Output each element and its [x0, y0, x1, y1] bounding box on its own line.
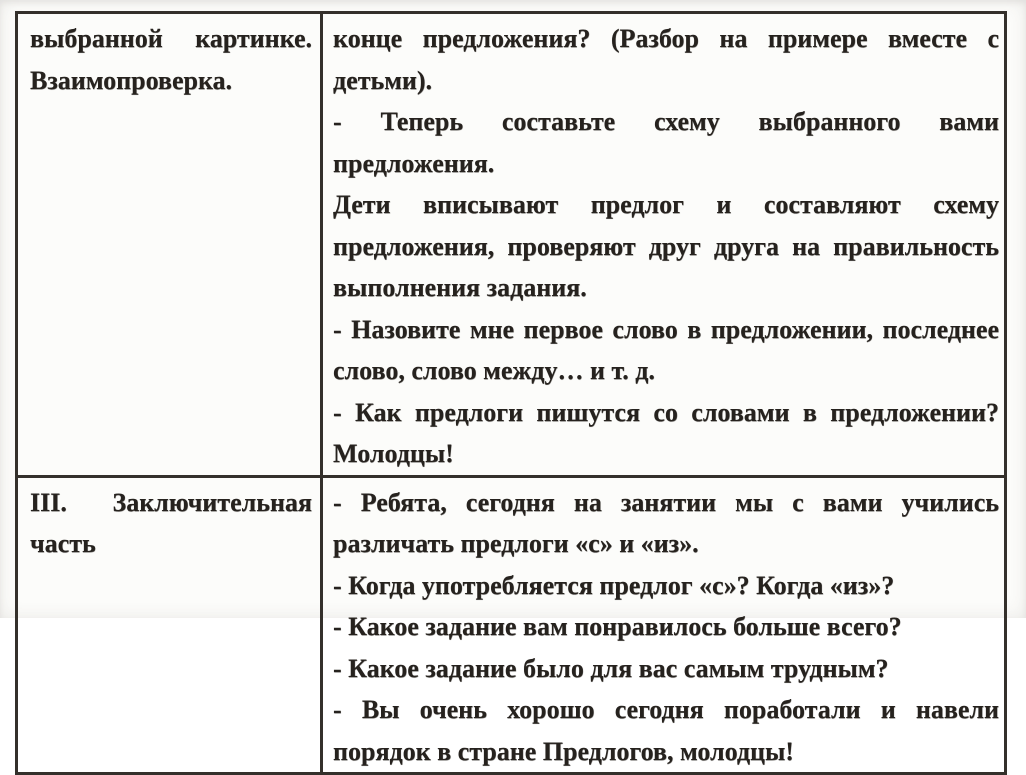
content-paragraph: - Теперь составьте схему выбранного вами предложения.: [333, 107, 999, 178]
stage-cell-final-part: [17, 476, 322, 774]
content-paragraph: конце предложения? (Разбор на примере вместе с детьми).: [333, 24, 999, 95]
stage-cell-practice-check: [17, 13, 322, 477]
table-row-final-part: [17, 476, 1006, 774]
content-paragraph: Дети вписывают предлог и составляют схему предложения, проверяют друг друга на правильность выполнения задания.: [333, 190, 999, 302]
stage-text-line: часть: [30, 529, 96, 558]
table-row-practice-check: [17, 13, 1006, 477]
content-cell-final-part: [322, 476, 1006, 774]
content-paragraph: - Когда употребляется предлог «с»? Когда «из»?: [333, 570, 895, 600]
content-paragraph: - Какое задание было для вас самым трудным?: [333, 653, 889, 683]
stage-text-line: выбранной картинке.: [30, 24, 312, 53]
content-paragraph: - Как предлоги пишутся со словами в предложении? Молодцы!: [333, 397, 999, 468]
content-paragraph: - Какое задание вам понравилось больше всего?: [333, 612, 902, 641]
lesson-plan-table: [15, 11, 1007, 775]
content-paragraph: - Вы очень хорошо сегодня поработали и навели порядок в стране Предлогов, молодцы!: [333, 695, 999, 766]
content-paragraph: - Ребята, сегодня на занятии мы с вами учились различать предлоги «с» и «из».: [333, 487, 999, 558]
stage-text-line: III. Заключительная: [30, 487, 312, 517]
content-cell-practice-check: [322, 13, 1006, 477]
content-paragraph: - Назовите мне первое слово в предложении, последнее слово, слово между… и т. д.: [333, 314, 999, 385]
stage-text-line: Взаимопроверка.: [30, 65, 233, 95]
